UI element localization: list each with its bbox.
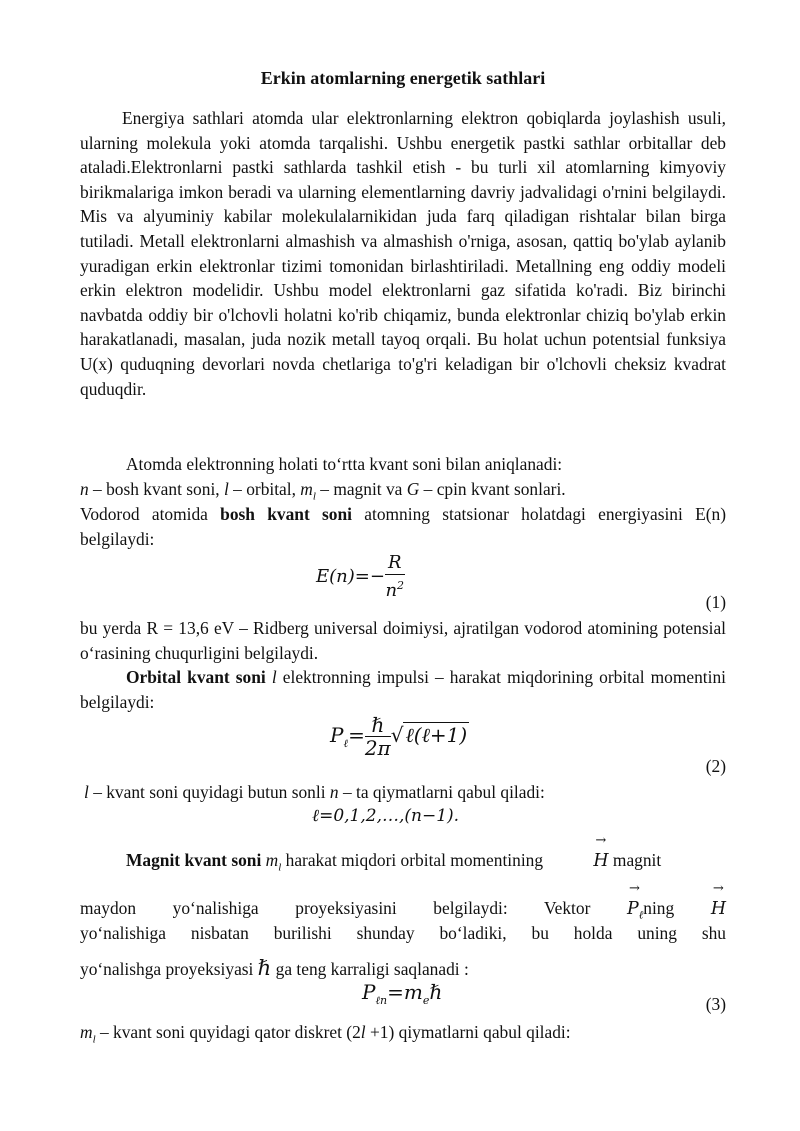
paragraph-ml-values: $m_l$ – kvant soni quyidagi qator diskret (2l +1) qiymatlarni qabul qiladi:	[80, 1022, 571, 1046]
paragraph-rotation: yo‘nalishiga nisbatan burilishi shunday bo‘ladiki, bu holda uning shu	[80, 923, 726, 943]
equation-2-number: (2)	[705, 756, 726, 776]
page-title: Erkin atomlarning energetik sathlari	[260, 68, 546, 88]
intro-paragraph: Energiya sathlari atomda ular elektronlarning elektron qobiqlarda joylashish usuli, ularning molekula yoki atomda tarqalishi. Ushbu energetik pastki sathlar orbitallar deb ataladi.Elektronlarni pastki sathlarda tashkil etish - bu turli xil atomlarning kimyoviy birikmalariga imkon beradi va ularning elementlarning davriy jadvalidagi o'rnini belgilaydi. Mis va alyuminiy kabilar molekulalarnikidan juda farq qiladigan rishtalar bilan birga tutiladi. Metall elektronlarni almashish va almashish o'rniga, asosan, qattiq bo'ylab aylanib yuradigan erkin elektronlar tizimi tomonidan birlashtiriladi. Metallning eng oddiy modeli erkin elektron modelidir. Ushbu model elektronlarni gaz sifatida ko'radi. Biz birinchi navbatda oddiy bir o'lchovli holatni ko'rib chiqamiz, bunda elektronlar chiziq bo'ylab erkin harakatlanadi, masalan, juda nozik metall tayoq orqali. Bu holat uchun potentsial funksiya U(x) quduqning devorlari novda chetlariga to'g'ri keladigan bir o'lchovli cheksiz kvadrat quduqdir.	[80, 108, 726, 399]
vector-arrow-icon: →	[595, 833, 607, 848]
equation-3-number: (3)	[705, 994, 726, 1014]
paragraph-orbital: Orbital kvant soni l elektronning impulsi – harakat miqdorining orbital momentini belgilaydi:	[80, 667, 726, 712]
paragraph-projection: maydon yo‘nalishiga proyeksiyasini belgilaydi: Vektor → $P_\ell ning$ → H	[80, 896, 726, 928]
vector-arrow-icon: →	[628, 881, 640, 896]
paragraph-quantum-numbers: Atomda elektronning holati to‘rtta kvant soni bilan aniqlanadi:	[126, 454, 563, 474]
paragraph-rydberg: bu yerda R = 13,6 eV – Ridberg universal doimiysi, ajratilgan vodorod atomining potensial o‘rasining chuqurligini belgilaydi.	[80, 618, 726, 663]
equation-3: $P_{\ell n}=m_e\hbar$	[362, 980, 443, 1007]
paragraph-magnetic: Magnit kvant soni $m_l$ harakat miqdori orbital momentining → H magnit	[80, 848, 726, 880]
equation-2: $P_\ell=$ $\frac{\text{ℏ}}{2\pi}$ √ ℓ(ℓ+1)	[330, 713, 468, 760]
paragraph-l-values: l – kvant soni quyidagi butun sonli n – ta qiymatlarni qabul qiladi:	[84, 782, 545, 802]
vector-p: → $P_\ell$	[627, 897, 643, 928]
paragraph-hbar: yo‘nalishga proyeksiyasi ℏ ga teng karraligi saqlanadi :	[80, 956, 469, 980]
paragraph-quantum-list: n – bosh kvant soni, l – orbital, $m_l$ – magnit va G – cpin kvant sonlari.	[80, 479, 566, 503]
vector-h: → H	[711, 897, 726, 922]
vector-h: → H	[547, 849, 608, 874]
equation-l-range: ℓ=0,1,2,…,(n−1).	[312, 806, 460, 826]
vector-arrow-icon: →	[712, 881, 724, 896]
equation-1: E(n)=− $\frac{R}{n^2}$	[316, 552, 405, 601]
paragraph-principal: Vodorod atomida bosh kvant soni atomning statsionar holatdagi energiyasini E(n) belgilaydi:	[80, 504, 726, 549]
equation-1-number: (1)	[705, 592, 726, 612]
